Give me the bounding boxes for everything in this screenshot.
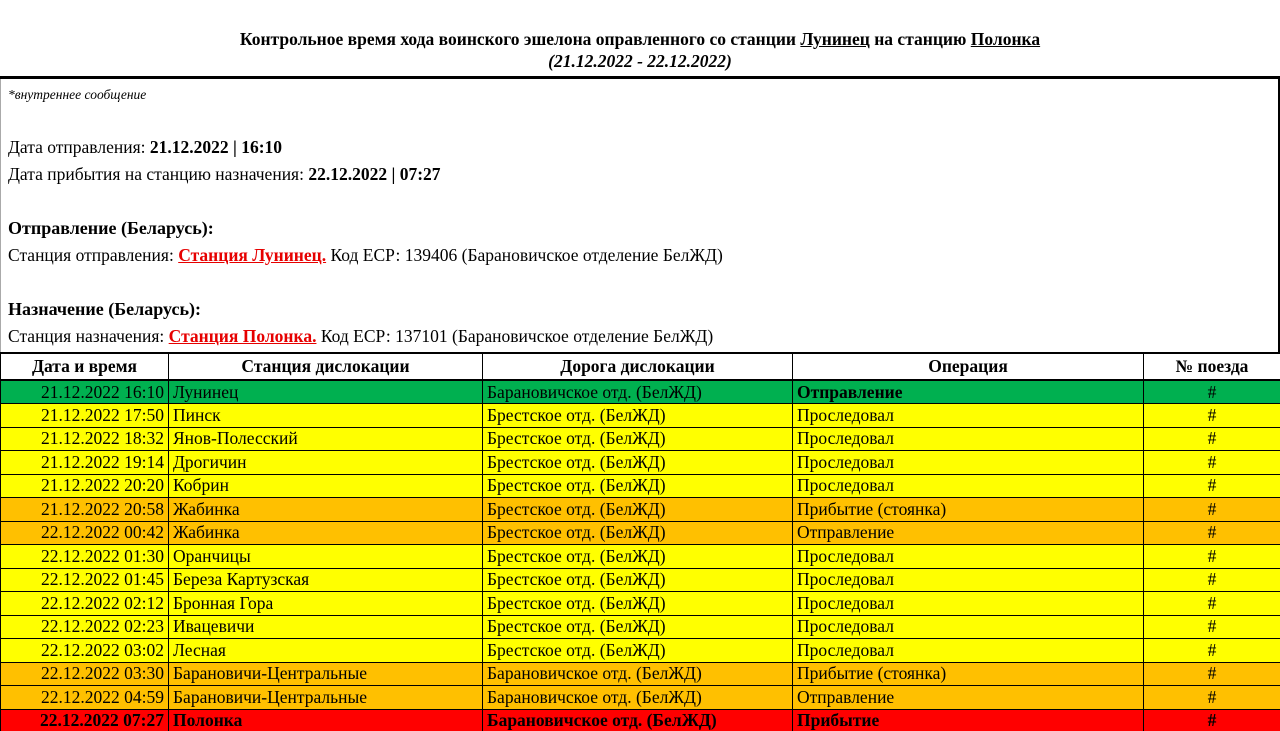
cell-datetime: 21.12.2022 17:50 xyxy=(1,404,169,428)
cell-road: Барановичское отд. (БелЖД) xyxy=(483,662,793,686)
departure-date-label: Дата отправления: xyxy=(8,137,150,157)
title-prefix: Контрольное время хода воинского эшелона оправленного со станции xyxy=(239,29,801,49)
cell-road: Брестское отд. (БелЖД) xyxy=(483,521,793,545)
cell-road: Брестское отд. (БелЖД) xyxy=(483,639,793,663)
departure-date-value: 21.12.2022 | 16:10 xyxy=(149,137,283,157)
header-road: Дорога дислокации xyxy=(483,353,793,380)
cell-station: Барановичи-Центральные xyxy=(169,662,483,686)
cell-station: Полонка xyxy=(169,709,483,731)
cell-operation: Проследовал xyxy=(793,592,1144,616)
cell-train-number: # xyxy=(1144,709,1280,731)
cell-station: Жабинка xyxy=(169,498,483,522)
destination-station-rest: Код ЕСР: 137101 (Барановичское отделение БелЖД) xyxy=(316,326,714,346)
cell-station: Береза Картузская xyxy=(169,568,483,592)
table-row xyxy=(1,498,1280,522)
info-section xyxy=(0,79,1280,352)
cell-operation: Прибытие (стоянка) xyxy=(793,662,1144,686)
origin-station-link[interactable]: Станция Лунинец. xyxy=(178,245,327,265)
cell-operation: Проследовал xyxy=(793,427,1144,451)
departure-date-line xyxy=(8,134,1278,161)
table-header-row xyxy=(1,353,1280,380)
destination-station-link[interactable]: Станция Полонка. xyxy=(168,326,317,346)
cell-datetime: 22.12.2022 07:27 xyxy=(1,709,169,731)
arrival-date-label: Дата прибытия на станцию назначения: xyxy=(8,164,309,184)
table-row xyxy=(1,427,1280,451)
cell-operation: Отправление xyxy=(793,380,1144,404)
table-row xyxy=(1,568,1280,592)
cell-train-number: # xyxy=(1144,686,1280,710)
document-header xyxy=(0,0,1280,79)
cell-station: Жабинка xyxy=(169,521,483,545)
cell-train-number: # xyxy=(1144,639,1280,663)
cell-operation: Проследовал xyxy=(793,568,1144,592)
cell-datetime: 22.12.2022 02:12 xyxy=(1,592,169,616)
cell-road: Брестское отд. (БелЖД) xyxy=(483,592,793,616)
cell-station: Ивацевичи xyxy=(169,615,483,639)
header-station: Станция дислокации xyxy=(169,353,483,380)
table-row xyxy=(1,545,1280,569)
cell-train-number: # xyxy=(1144,498,1280,522)
route-table xyxy=(0,352,1280,731)
cell-road: Брестское отд. (БелЖД) xyxy=(483,545,793,569)
cell-station: Дрогичин xyxy=(169,451,483,475)
table-row xyxy=(1,404,1280,428)
cell-operation: Отправление xyxy=(793,686,1144,710)
origin-station-label: Станция отправления: xyxy=(8,245,179,265)
cell-train-number: # xyxy=(1144,451,1280,475)
table-row xyxy=(1,451,1280,475)
cell-road: Барановичское отд. (БелЖД) xyxy=(483,709,793,731)
cell-road: Брестское отд. (БелЖД) xyxy=(483,427,793,451)
header-operation: Операция xyxy=(793,353,1144,380)
cell-station: Барановичи-Центральные xyxy=(169,686,483,710)
cell-datetime: 21.12.2022 20:58 xyxy=(1,498,169,522)
header-train-number: № поезда xyxy=(1144,353,1280,380)
cell-station: Оранчицы xyxy=(169,545,483,569)
origin-station-rest: Код ЕСР: 139406 (Барановичское отделение БелЖД) xyxy=(326,245,723,265)
table-row xyxy=(1,592,1280,616)
cell-operation: Проследовал xyxy=(793,404,1144,428)
cell-road: Брестское отд. (БелЖД) xyxy=(483,498,793,522)
cell-station: Лесная xyxy=(169,639,483,663)
cell-road: Брестское отд. (БелЖД) xyxy=(483,451,793,475)
internal-message-note: *внутреннее сообщение xyxy=(8,87,147,102)
cell-datetime: 21.12.2022 18:32 xyxy=(1,427,169,451)
cell-operation: Проследовал xyxy=(793,545,1144,569)
table-row xyxy=(1,709,1280,731)
origin-station-line xyxy=(8,242,1278,269)
destination-station-line xyxy=(8,323,1278,350)
cell-station: Лунинец xyxy=(169,380,483,404)
cell-station: Янов-Полесский xyxy=(169,427,483,451)
cell-road: Брестское отд. (БелЖД) xyxy=(483,474,793,498)
cell-train-number: # xyxy=(1144,474,1280,498)
cell-datetime: 22.12.2022 00:42 xyxy=(1,521,169,545)
cell-datetime: 22.12.2022 03:30 xyxy=(1,662,169,686)
title-from-station: Лунинец xyxy=(800,29,870,49)
cell-datetime: 22.12.2022 03:02 xyxy=(1,639,169,663)
cell-train-number: # xyxy=(1144,521,1280,545)
cell-datetime: 22.12.2022 02:23 xyxy=(1,615,169,639)
table-row xyxy=(1,686,1280,710)
cell-road: Барановичское отд. (БелЖД) xyxy=(483,380,793,404)
cell-operation: Проследовал xyxy=(793,474,1144,498)
cell-train-number: # xyxy=(1144,427,1280,451)
cell-datetime: 21.12.2022 20:20 xyxy=(1,474,169,498)
cell-train-number: # xyxy=(1144,404,1280,428)
destination-station-label: Станция назначения: xyxy=(8,326,169,346)
cell-road: Брестское отд. (БелЖД) xyxy=(483,615,793,639)
cell-road: Барановичское отд. (БелЖД) xyxy=(483,686,793,710)
cell-station: Бронная Гора xyxy=(169,592,483,616)
cell-train-number: # xyxy=(1144,545,1280,569)
title-date-range: (21.12.2022 - 22.12.2022) xyxy=(548,51,732,71)
cell-station: Кобрин xyxy=(169,474,483,498)
cell-operation: Отправление xyxy=(793,521,1144,545)
cell-train-number: # xyxy=(1144,380,1280,404)
cell-train-number: # xyxy=(1144,662,1280,686)
table-row xyxy=(1,380,1280,404)
table-row xyxy=(1,615,1280,639)
destination-heading: Назначение (Беларусь): xyxy=(8,299,201,319)
cell-road: Брестское отд. (БелЖД) xyxy=(483,568,793,592)
table-row xyxy=(1,521,1280,545)
table-row xyxy=(1,662,1280,686)
cell-train-number: # xyxy=(1144,568,1280,592)
cell-train-number: # xyxy=(1144,592,1280,616)
header-datetime: Дата и время xyxy=(1,353,169,380)
cell-datetime: 21.12.2022 19:14 xyxy=(1,451,169,475)
document-title xyxy=(0,28,1280,50)
cell-datetime: 22.12.2022 01:30 xyxy=(1,545,169,569)
arrival-date-value: 22.12.2022 | 07:27 xyxy=(308,164,441,184)
arrival-date-line xyxy=(8,161,1278,188)
cell-datetime: 22.12.2022 01:45 xyxy=(1,568,169,592)
cell-datetime: 22.12.2022 04:59 xyxy=(1,686,169,710)
table-row xyxy=(1,639,1280,663)
origin-heading: Отправление (Беларусь): xyxy=(8,218,214,238)
cell-operation: Проследовал xyxy=(793,615,1144,639)
table-body xyxy=(1,380,1280,731)
table-row xyxy=(1,474,1280,498)
cell-operation: Прибытие xyxy=(793,709,1144,731)
title-to-station: Полонка xyxy=(970,29,1041,49)
cell-operation: Прибытие (стоянка) xyxy=(793,498,1144,522)
title-middle: на станцию xyxy=(869,29,971,49)
cell-operation: Проследовал xyxy=(793,639,1144,663)
cell-station: Пинск xyxy=(169,404,483,428)
cell-train-number: # xyxy=(1144,615,1280,639)
cell-datetime: 21.12.2022 16:10 xyxy=(1,380,169,404)
cell-road: Брестское отд. (БелЖД) xyxy=(483,404,793,428)
cell-operation: Проследовал xyxy=(793,451,1144,475)
